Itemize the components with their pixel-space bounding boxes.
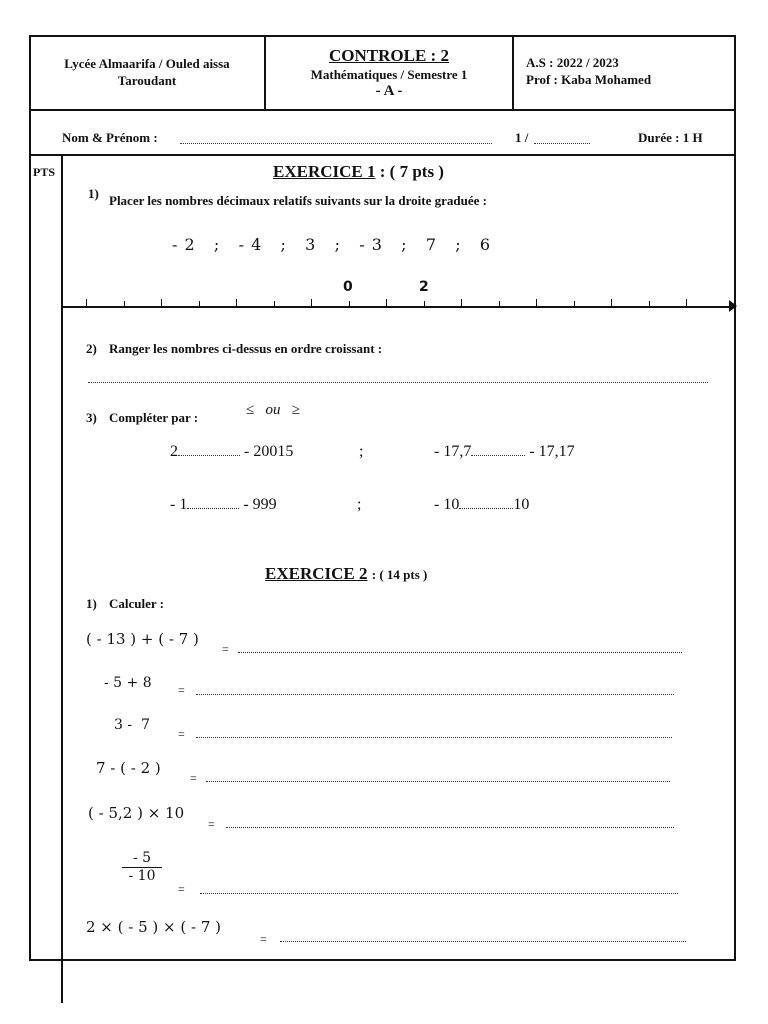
comparison-a-right: - 20015 (244, 443, 294, 460)
number-line-tick (274, 301, 275, 308)
calc-2-expression: - 5 + 8 (104, 675, 152, 691)
school-year: A.S : 2022 / 2023 (526, 55, 619, 70)
calc-6-equals: = (178, 882, 185, 896)
comparison-sep-1: ; (359, 443, 364, 460)
order-answer-field[interactable] (88, 382, 708, 383)
calc-4-equals: = (190, 771, 197, 785)
comparison-b-blank[interactable] (471, 455, 525, 456)
numbers-to-place: - 2 ; - 4 ; 3 ; - 3 ; 7 ; 6 (172, 235, 492, 254)
ex1-q1-number: 1) (88, 186, 99, 201)
calc-3-expression: 3 - 7 (114, 717, 150, 733)
calc-1-expression: ( - 13 ) + ( - 7 ) (86, 630, 199, 648)
teacher-name: Prof : Kaba Mohamed (526, 72, 652, 87)
comparison-sep-2: ; (357, 496, 362, 513)
number-line-tick (386, 299, 387, 308)
comparison-d-right: 10 (513, 496, 530, 513)
calc-1-answer[interactable] (238, 652, 682, 653)
comparison-d (434, 496, 529, 514)
ex1-q3-number: 3) (86, 410, 97, 425)
calc-1-equals: = (222, 642, 229, 656)
number-line-tick (161, 299, 162, 308)
ex2-q1-text: Calculer : (109, 596, 164, 611)
info-bottom-rule (29, 154, 736, 156)
school-line-1: Lycée Almaarifa / Ouled aissa (64, 56, 230, 71)
number-line-tick (124, 301, 125, 308)
number-line-tick (311, 299, 312, 308)
exam-version: - A - (375, 83, 403, 99)
number-line-tick (199, 301, 200, 308)
calc-5-answer[interactable] (226, 827, 674, 828)
number-line[interactable] (61, 296, 741, 316)
pts-label: PTS (33, 165, 56, 179)
number-line-tick (236, 299, 237, 308)
number-line-tick (349, 301, 350, 308)
year-teacher (526, 54, 651, 88)
number-line-tick (574, 301, 575, 308)
header-bottom-rule (29, 109, 736, 111)
comparison-d-left: - 10 (434, 496, 460, 513)
number-line-tick (611, 299, 612, 308)
comparison-b-left: - 17,7 (434, 443, 472, 460)
comparison-d-blank[interactable] (459, 508, 513, 509)
exam-title: CONTROLE : 2 (329, 46, 449, 65)
number-line-tick (536, 299, 537, 308)
ex1-q2-text: Ranger les nombres ci-dessus en ordre croissant : (109, 341, 383, 356)
axis-label-two: 2 (419, 279, 429, 295)
number-line-tick (86, 299, 87, 308)
fraction-denominator: - 10 (128, 868, 156, 884)
comparison-c-blank[interactable] (187, 508, 239, 509)
comparison-a (170, 443, 293, 461)
calc-4-answer[interactable] (206, 781, 670, 782)
exercise-2-title (265, 564, 427, 584)
number-line-tick (649, 301, 650, 308)
axis-label-zero: 0 (343, 279, 353, 295)
name-field[interactable] (180, 143, 492, 144)
name-label: Nom & Prénom : (62, 130, 158, 145)
calc-7-equals: = (260, 932, 267, 946)
exercise-2-heading: EXERCICE 2 (265, 564, 368, 583)
calc-2-equals: = (178, 683, 185, 697)
number-line-tick (499, 301, 500, 308)
number-line-tick (461, 299, 462, 308)
pts-column-rule (61, 155, 63, 1003)
exam-subject: Mathématiques / Semestre 1 (310, 67, 468, 82)
comparison-c (170, 496, 277, 514)
comparison-c-right: - 999 (243, 496, 277, 513)
exam-title-block (266, 46, 512, 100)
comparison-symbols: ≤ ou ≥ (246, 402, 300, 418)
exercise-2-points: : ( 14 pts ) (371, 567, 428, 582)
duration-label: Durée : 1 H (638, 130, 703, 145)
calc-5-equals: = (208, 817, 215, 831)
exercise-1-points: : ( 7 pts ) (379, 162, 444, 181)
calc-3-equals: = (178, 727, 185, 741)
number-line-tick (686, 299, 687, 308)
number-line-tick (424, 301, 425, 308)
school-name (32, 55, 262, 89)
calc-6-answer[interactable] (200, 893, 678, 894)
calc-7-answer[interactable] (280, 941, 686, 942)
exercise-1-title (273, 162, 444, 182)
calc-6-fraction (122, 850, 162, 884)
ex1-q3-text: Compléter par : (109, 410, 199, 425)
comparison-a-left: 2 (170, 443, 178, 460)
exercise-1-heading: EXERCICE 1 (273, 162, 376, 181)
school-line-2: Taroudant (117, 73, 177, 88)
calc-7-expression: 2 × ( - 5 ) × ( - 7 ) (86, 918, 221, 936)
comparison-b (434, 443, 575, 461)
calc-2-answer[interactable] (196, 694, 674, 695)
ex1-q1-text: Placer les nombres décimaux relatifs suivants sur la droite graduée : (109, 193, 487, 208)
ex1-q2-number: 2) (86, 341, 97, 356)
calc-3-answer[interactable] (196, 737, 672, 738)
ex2-q1-number: 1) (86, 596, 97, 611)
comparison-b-right: - 17,17 (529, 443, 575, 460)
comparison-a-blank[interactable] (178, 455, 240, 456)
fraction-numerator: - 5 (122, 850, 162, 868)
class-field[interactable] (534, 143, 590, 144)
number-line-arrow (729, 300, 737, 312)
calc-5-expression: ( - 5,2 ) × 10 (88, 804, 185, 822)
class-label: 1 / (515, 130, 529, 145)
header-divider-right (512, 35, 514, 110)
calc-4-expression: 7 - ( - 2 ) (96, 759, 161, 777)
comparison-c-left: - 1 (170, 496, 188, 513)
